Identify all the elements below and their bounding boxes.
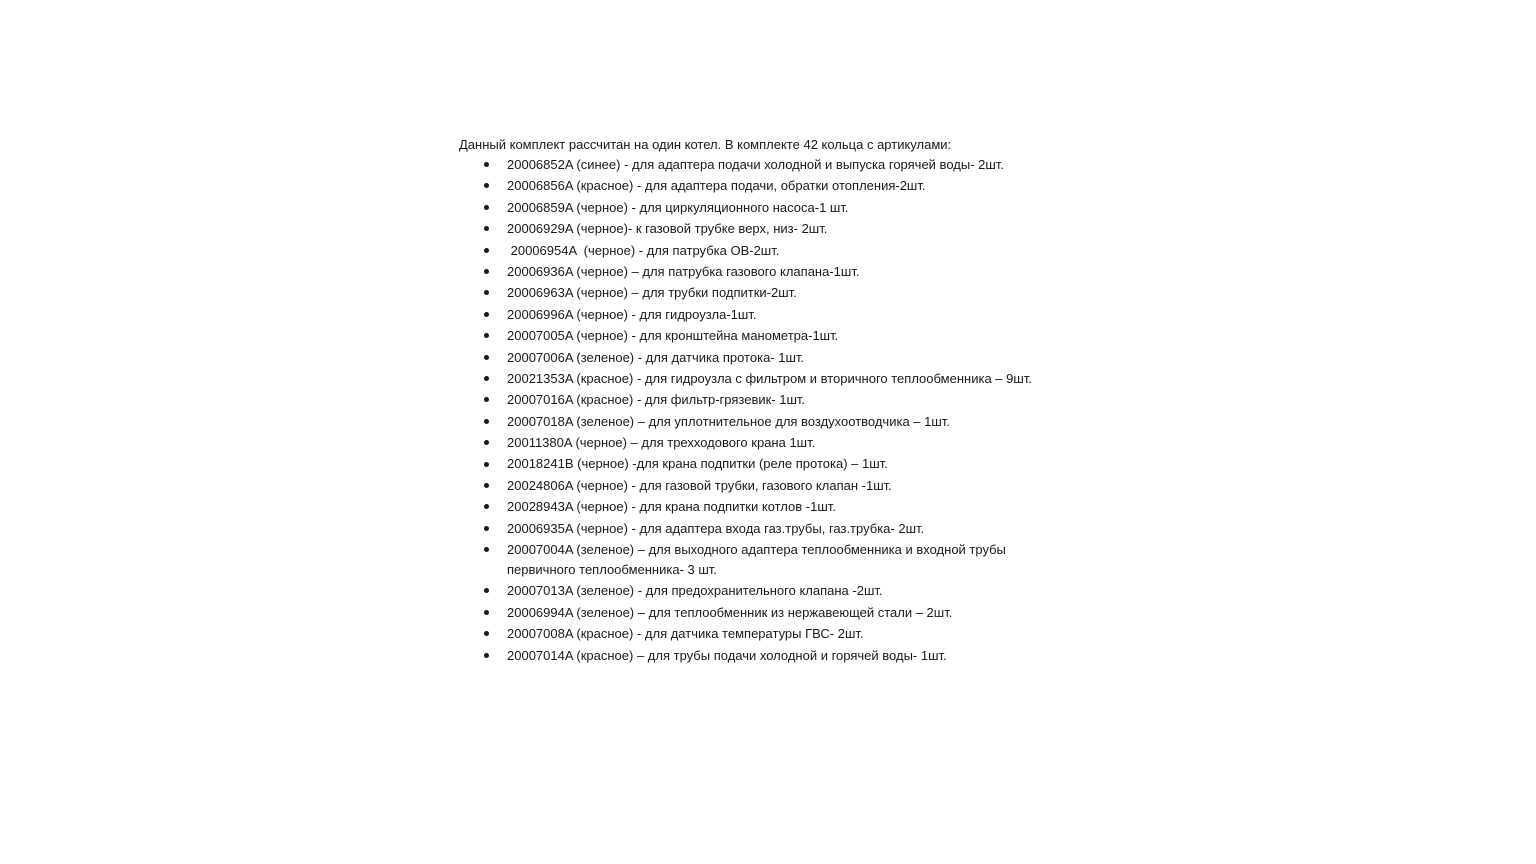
bullet-icon xyxy=(483,476,489,496)
list-item xyxy=(459,198,1099,218)
bullet-icon xyxy=(483,454,489,474)
list-item xyxy=(459,519,1099,539)
bullet-icon xyxy=(483,433,489,453)
list-item-text: 20007008A (красное) - для датчика температуры ГВС- 2шт. xyxy=(507,626,864,642)
bullet-icon xyxy=(483,155,489,175)
bullet-icon xyxy=(483,412,489,432)
list-item-text: 20006935A (черное) - для адаптера входа газ.трубы, газ.трубка- 2шт. xyxy=(507,520,925,536)
bullet-icon xyxy=(483,262,489,282)
list-item xyxy=(459,581,1099,601)
list-item-text: 20006929A (черное)- к газовой трубке верх, низ- 2шт. xyxy=(507,221,828,237)
list-item xyxy=(459,348,1099,368)
list-item xyxy=(459,176,1099,196)
list-item xyxy=(459,433,1099,453)
bullet-icon xyxy=(483,241,489,261)
list-item xyxy=(459,412,1099,432)
list-item xyxy=(459,326,1099,346)
bullet-icon xyxy=(483,390,489,410)
list-item-text: 20006963A (черное) – для трубки подпитки-2шт. xyxy=(507,285,797,301)
list-item xyxy=(459,219,1099,239)
bullet-icon xyxy=(483,326,489,346)
article-list xyxy=(459,155,1099,666)
list-item xyxy=(459,262,1099,282)
document-body xyxy=(459,137,1099,667)
list-item xyxy=(459,476,1099,496)
list-item-text: 20018241B (черное) -для крана подпитки (реле протока) – 1шт. xyxy=(507,456,888,472)
list-item-text: 20006936A (черное) – для патрубка газового клапана-1шт. xyxy=(507,263,860,279)
bullet-icon xyxy=(483,176,489,196)
list-item xyxy=(459,283,1099,303)
bullet-icon xyxy=(483,198,489,218)
list-item-text: 20007004A (зеленое) – для выходного адаптера теплообменника и входной трубы первичного теплообменника- 3 шт. xyxy=(507,542,1006,578)
bullet-icon xyxy=(483,519,489,539)
bullet-icon xyxy=(483,283,489,303)
list-item-text: 20007013A (зеленое) - для предохранительного клапана -2шт. xyxy=(507,583,883,599)
list-item xyxy=(459,155,1099,175)
list-item-text: 20007014A (красное) – для трубы подачи холодной и горячей воды- 1шт. xyxy=(507,647,947,663)
list-item-text: 20006996A (черное) - для гидроузла-1шт. xyxy=(507,306,757,322)
list-item xyxy=(459,497,1099,517)
list-item-text: 20006994A (зеленое) – для теплообменник из нержавеющей стали – 2шт. xyxy=(507,604,953,620)
bullet-icon xyxy=(483,603,489,623)
list-item xyxy=(459,369,1099,389)
list-item xyxy=(459,540,1047,580)
bullet-icon xyxy=(483,581,489,601)
list-item-text: 20028943A (черное) - для крана подпитки котлов -1шт. xyxy=(507,499,836,515)
list-item-text: 20006852A (синее) - для адаптера подачи холодной и выпуска горячей воды- 2шт. xyxy=(507,157,1004,172)
list-item xyxy=(459,646,1099,666)
bullet-icon xyxy=(483,219,489,239)
bullet-icon xyxy=(483,305,489,325)
list-item-text: 20007016A (красное) - для фильтр-грязевик- 1шт. xyxy=(507,392,806,408)
list-item xyxy=(459,624,1099,644)
bullet-icon xyxy=(483,646,489,666)
bullet-icon xyxy=(483,348,489,368)
list-item-text: 20006954A (черное) - для патрубка ОВ-2шт. xyxy=(507,242,780,258)
list-item-text: 20006856A (красное) - для адаптера подачи, обратки отопления-2шт. xyxy=(507,178,926,194)
list-item-text: 20007006A (зеленое) - для датчика протока- 1шт. xyxy=(507,349,805,365)
list-item xyxy=(459,603,1099,623)
list-item-text: 20024806A (черное) - для газовой трубки, газового клапан -1шт. xyxy=(507,477,892,493)
list-item-text: 20007005A (черное) - для кронштейна манометра-1шт. xyxy=(507,328,839,344)
list-item-text: 20021353A (красное) - для гидроузла с фильтром и вторичного теплообменника – 9шт. xyxy=(507,370,1032,386)
list-item xyxy=(459,241,1099,261)
list-item xyxy=(459,390,1099,410)
bullet-icon xyxy=(483,624,489,644)
bullet-icon xyxy=(483,540,489,560)
intro-paragraph: Данный комплект рассчитан на один котел. В комплекте 42 кольца с артикулами: xyxy=(459,137,952,152)
bullet-icon xyxy=(483,497,489,517)
bullet-icon xyxy=(483,369,489,389)
list-item-text: 20007018A (зеленое) – для уплотнительное для воздухоотводчика – 1шт. xyxy=(507,413,950,429)
list-item-text: 20006859A (черное) - для циркуляционного насоса-1 шт. xyxy=(507,199,849,215)
list-item-text: 20011380A (черное) – для трехходового крана 1шт. xyxy=(507,435,816,451)
list-item xyxy=(459,305,1099,325)
list-item xyxy=(459,454,1099,474)
